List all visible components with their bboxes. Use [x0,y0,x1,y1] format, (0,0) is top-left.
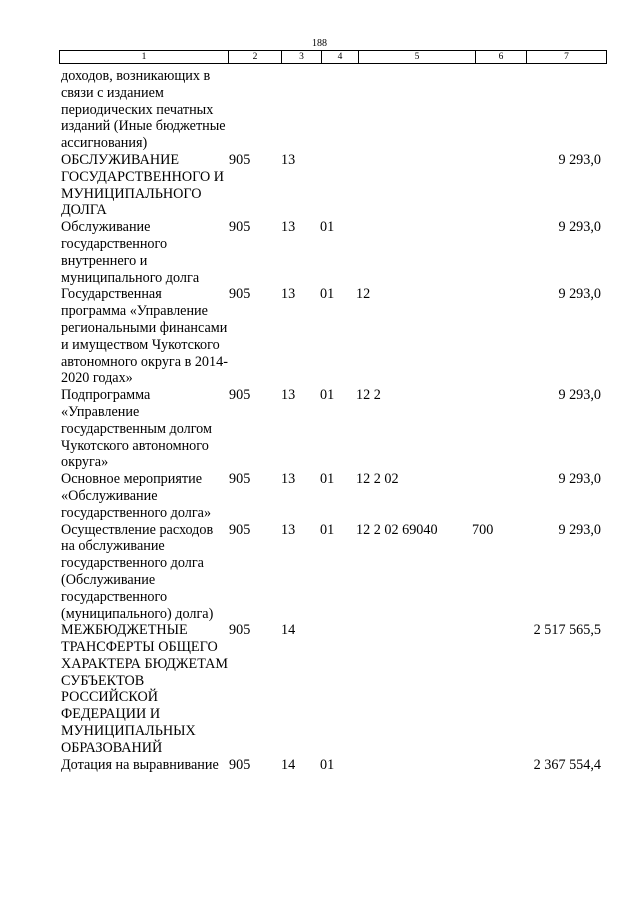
column-header-table [59,50,607,64]
row-name: ОБСЛУЖИВАНИЕ ГОСУДАРСТВЕННОГО И МУНИЦИПАЛЬНОГО ДОЛГА [61,151,225,219]
row-name: Подпрограмма «Управление государственным долгом Чукотского автономного округа» [61,387,212,471]
row-target-article: 12 2 02 69040 [356,521,438,538]
row-subsection: 01 [320,286,335,303]
row-section: 14 [281,622,296,639]
row-target-article [356,152,472,219]
row-expense-type [472,387,522,471]
row-amount: 9 293,0 [558,219,601,236]
row-subsection [320,622,356,756]
row-target-article [356,68,472,152]
row-ministry-code: 905 [229,471,251,488]
table-row [61,522,601,623]
row-subsection [320,68,356,152]
row-expense-type [472,286,522,387]
column-header-4: 4 [322,51,359,64]
row-target-article [356,622,472,756]
row-amount: 9 293,0 [558,471,601,488]
column-header-7: 7 [527,51,607,64]
row-ministry-code [229,68,281,152]
row-expense-type [472,471,522,521]
row-section [281,68,320,152]
row-section: 13 [281,286,296,303]
row-name: МЕЖБЮДЖЕТНЫЕ ТРАНСФЕРТЫ ОБЩЕГО ХАРАКТЕРА БЮДЖЕТАМ СУБЪЕКТОВ РОССИЙСКОЙ ФЕДЕРАЦИИ И МУНИЦИПАЛЬНЫХ ОБРАЗОВАНИЙ [61,622,229,756]
row-target-article [356,757,472,774]
table-row [61,622,601,756]
row-subsection: 01 [320,521,335,538]
row-ministry-code: 905 [229,151,251,168]
row-amount: 9 293,0 [558,286,601,303]
row-expense-type [472,152,522,219]
table-row [61,152,601,219]
column-header-1: 1 [60,51,229,64]
row-name: Обслуживание государственного внутреннего и муниципального долга [61,219,200,286]
row-name: Основное мероприятие «Обслуживание государственного долга» [61,471,212,521]
row-subsection [320,152,356,219]
row-amount: 9 293,0 [558,387,601,404]
row-ministry-code: 905 [229,387,251,404]
row-ministry-code: 905 [229,521,251,538]
row-expense-type [472,622,522,756]
row-amount: 2 517 565,5 [533,622,601,639]
table-row [61,219,601,286]
page-number: 188 [312,38,327,49]
row-amount: 9 293,0 [558,521,601,538]
row-section: 13 [281,219,296,236]
row-ministry-code: 905 [229,286,251,303]
row-section: 13 [281,471,296,488]
row-target-article: 12 2 [356,387,381,404]
row-target-article: 12 [356,286,371,303]
table-row [61,471,601,521]
row-ministry-code: 905 [229,219,251,236]
column-header-6: 6 [476,51,527,64]
row-subsection: 01 [320,471,335,488]
budget-table [61,68,601,773]
column-header-row [60,51,607,64]
row-expense-type [472,68,522,152]
row-ministry-code: 905 [229,756,251,773]
row-subsection: 01 [320,756,335,773]
table-row [61,286,601,387]
row-amount [522,68,601,152]
column-header-5: 5 [359,51,476,64]
row-section: 13 [281,387,296,404]
row-expense-type: 700 [472,521,494,538]
row-subsection: 01 [320,219,335,236]
row-section: 14 [281,756,296,773]
row-name: Дотация на выравнивание [61,756,219,773]
row-section: 13 [281,521,296,538]
column-header-3: 3 [282,51,322,64]
row-subsection: 01 [320,387,335,404]
row-name: Осуществление расходов на обслуживание государственного долга (Обслуживание государственного (муниципального) долга) [61,521,214,622]
row-section: 13 [281,151,296,168]
row-amount: 2 367 554,4 [533,756,601,773]
row-name: Государственная программа «Управление региональными финансами и имуществом Чукотского автономного округа в 2014-2020 годах» [61,286,228,387]
row-expense-type [472,219,522,286]
column-header-2: 2 [229,51,282,64]
row-target-article: 12 2 02 [356,471,399,488]
row-amount: 9 293,0 [558,151,601,168]
row-ministry-code: 905 [229,622,251,639]
table-row [61,387,601,471]
table-row [61,68,601,152]
table-row [61,757,601,774]
row-target-article [356,219,472,286]
row-expense-type [472,757,522,774]
row-name: доходов, возникающих в связи с изданием периодических печатных изданий (Иные бюджетные ассигнования) [61,68,226,152]
